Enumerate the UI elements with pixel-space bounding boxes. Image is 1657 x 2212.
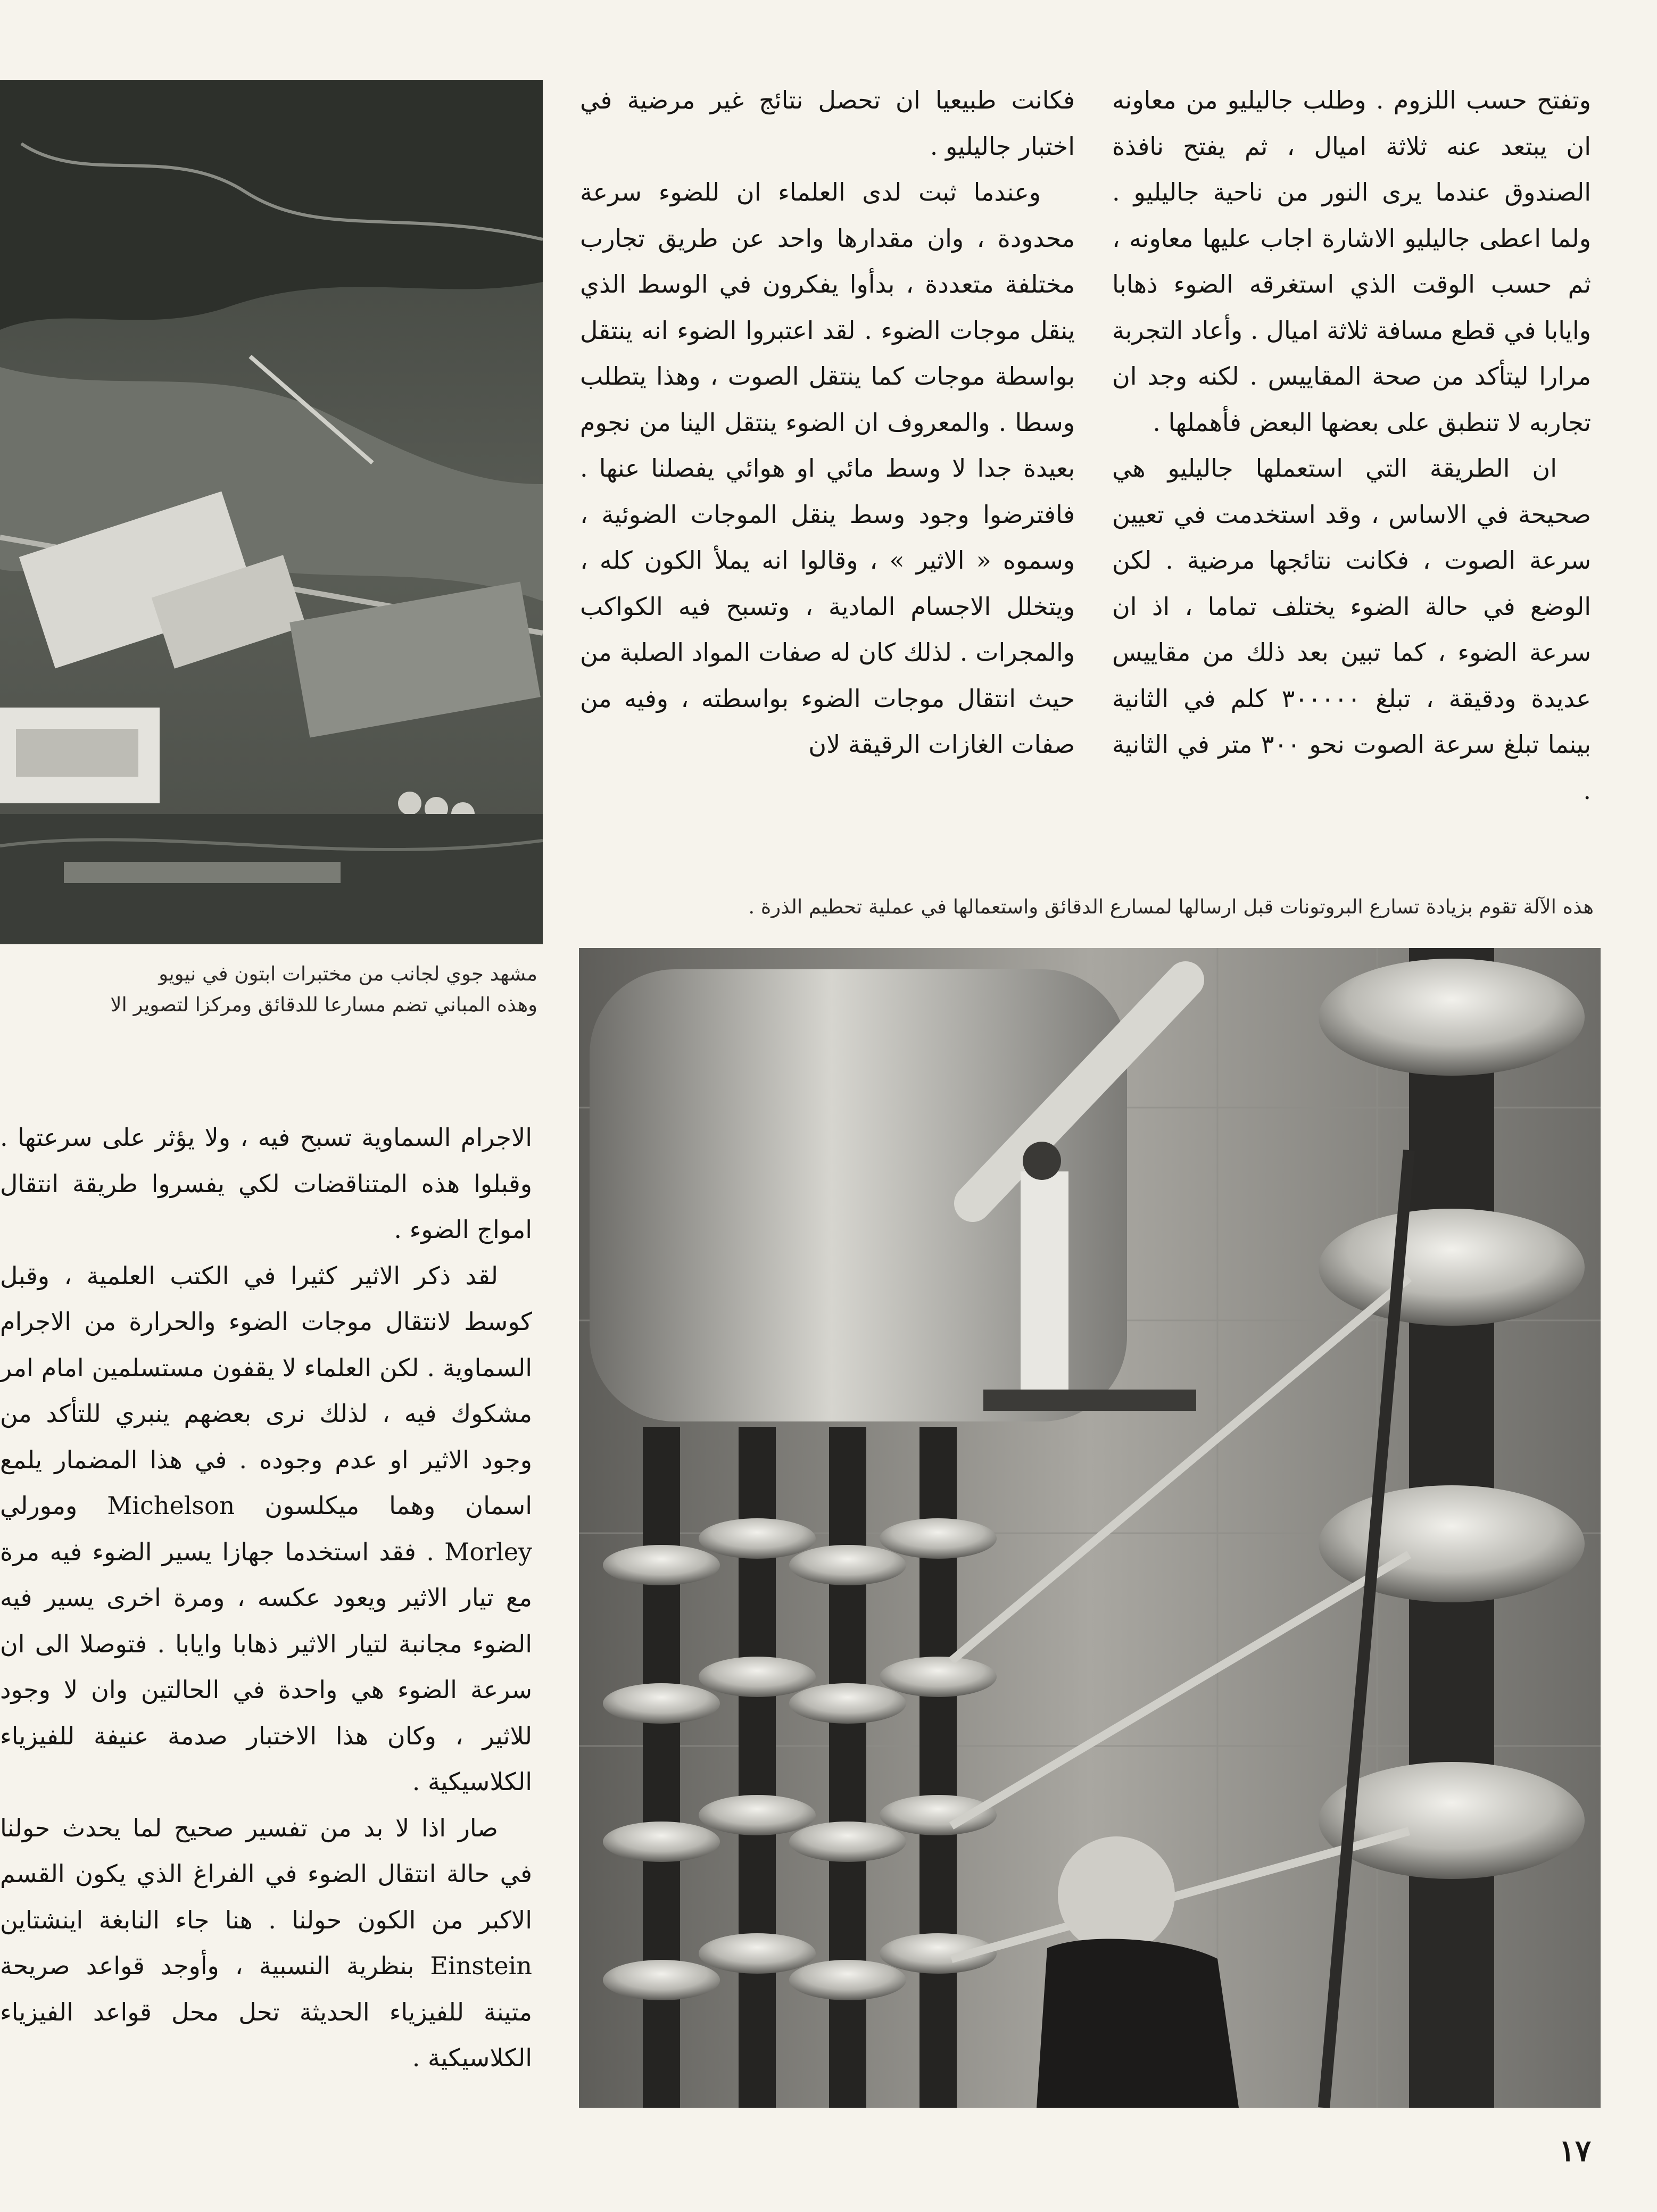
accelerator-photo — [579, 948, 1601, 2108]
text-column-left — [0, 1115, 532, 2081]
paragraph: لقد ذكر الاثير كثيرا في الكتب العلمية ، وقبل كوسط لانتقال موجات الضوء والحرارة من الاجرام السماوية . لكن العلماء لا يقفون مستسلمين امام امر مشكوك فيه ، لذلك نرى بعضهم ينبري للتأكد من وجود الاثير او عدم وجوده . في هذا المضمار يلمع اسمان وهما ميكلسون Michelson ومورلي Morley . فقد استخدما جهازا يسير الضوء فيه مرة مع تيار الاثير ويعود عكسه ، ومرة اخرى يسير فيه الضوء مجانبة لتيار الاثير ذهابا وايابا . فتوصلا الى ان سرعة الضوء هي واحدة في الحالتين وان لا وجود للاثير ، وكان هذا الاختبار صدمة عنيفة للفيزياء الكلاسيكية . — [0, 1261, 532, 1796]
text-column-right — [1112, 77, 1591, 813]
paragraph: صار اذا لا بد من تفسير صحيح لما يحدث حولنا في حالة انتقال الضوء في الفراغ الذي يكون القسم الاكبر من الكون حولنا . هنا جاء النابغة اينشتاين Einstein بنظرية النسبية ، وأوجد قواعد صريحة متينة للفيزياء الحديثة تحل محل قواعد الفيزياء الكلاسيكية . — [0, 1813, 532, 2072]
paragraph: فكانت طبيعيا ان تحصل نتائج غير مرضية في اختبار جاليليو . — [580, 86, 1075, 161]
paragraph: الاجرام السماوية تسبح فيه ، ولا يؤثر على سرعتها . وقبلوا هذه المتناقضات لكي يفسروا طريقة انتقال امواج الضوء . — [0, 1123, 532, 1244]
caption-line: وهذه المباني تضم مسارعا للدقائق ومركزا لتصوير الا — [110, 993, 537, 1016]
paragraph: وتفتح حسب اللزوم . وطلب جاليليو من معاونه ان يبتعد عنه ثلاثة اميال ، ثم يفتح نافذة الصندوق عندما يرى النور من ناحية جاليليو . ولما اعطى جاليليو الاشارة اجاب عليها معاونه ، ثم حسب الوقت الذي استغرقه الضوء ذهابا وايابا في قطع مسافة ثلاثة اميال . وأعاد التجربة مرارا ليتأكد من صحة المقاييس . لكنه وجد ان تجاربه لا تنطبق على بعضها البعض فأهملها . — [1112, 86, 1591, 437]
caption-line: مشهد جوي لجانب من مختبرات ابتون في نيويو — [159, 962, 537, 985]
paragraph: ان الطريقة التي استعملها جاليليو هي صحيحة في الاساس ، وقد استخدمت في تعيين سرعة الصوت ، فكانت نتائجها مرضية . لكن الوضع في حالة الضوء يختلف تماما ، اذ ان سرعة الضوء ، كما تبين بعد ذلك من مقاييس عديدة ودقيقة ، تبلغ ٣٠٠٠٠٠ كلم في الثانية بينما تبلغ سرعة الصوت نحو ٣٠٠ متر في الثانية . — [1112, 454, 1592, 805]
aerial-photo-caption — [0, 959, 537, 1020]
page-number: ١٧ — [1559, 2133, 1592, 2168]
text-column-middle — [580, 77, 1075, 768]
machine-photo-caption: هذه الآلة تقوم بزيادة تسارع البروتونات قبل ارسالها لمسارع الدقائق واستعمالها في عملية تحطيم الذرة . — [748, 895, 1594, 918]
aerial-photo — [0, 80, 543, 944]
paragraph: وعندما ثبت لدى العلماء ان للضوء سرعة محدودة ، وان مقدارها واحد عن طريق تجارب مختلفة متعددة ، بدأوا يفكرون في الوسط الذي ينقل موجات الضوء . لقد اعتبروا الضوء انه ينتقل بواسطة موجات كما ينتقل الصوت ، وهذا يتطلب وسطا . والمعروف ان الضوء ينتقل الينا من نجوم بعيدة جدا لا وسط مائي او هوائي يفصلنا عنها . فافترضوا وجود وسط ينقل الموجات الضوئية ، وسموه « الاثير » ، وقالوا انه يملأ الكون كله ، ويتخلل الاجسام المادية ، وتسبح فيه الكواكب والمجرات . لذلك كان له صفات المواد الصلبة من حيث انتقال موجات الضوء بواسطته ، وفيه من صفات الغازات الرقيقة لان — [580, 178, 1075, 759]
